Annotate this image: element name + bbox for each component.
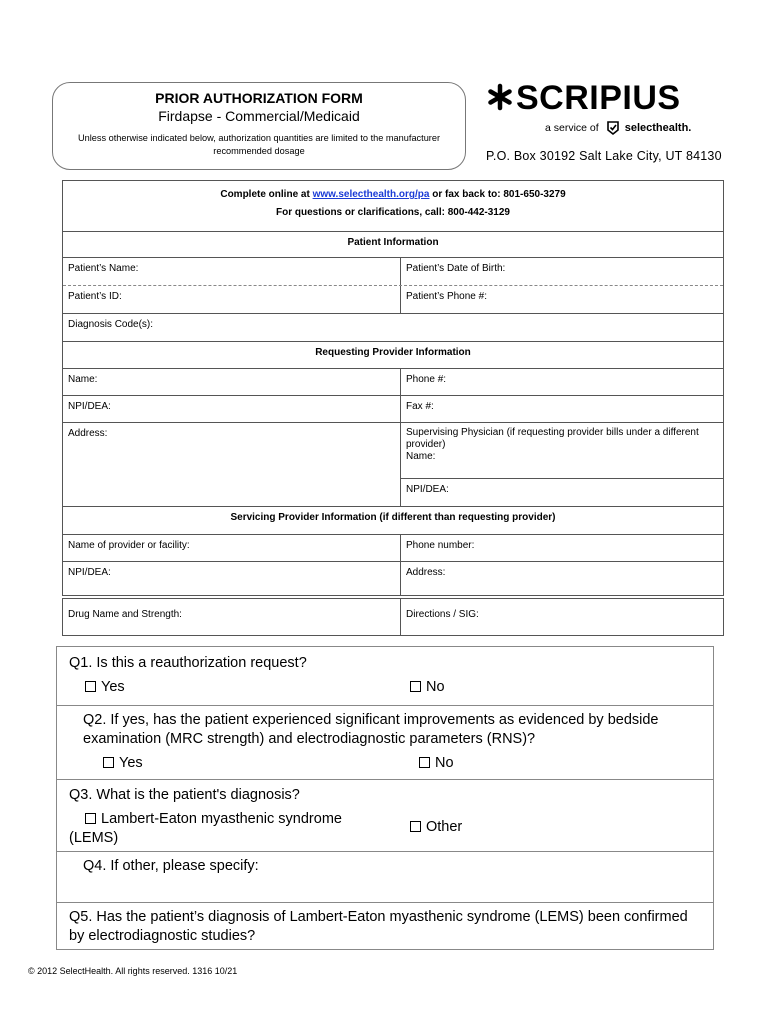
service-brand: selecthealth. [624,122,692,134]
dosage-note: Unless otherwise indicated below, authorization quantities are limited to the manufacturer recommended dosage [77,133,441,156]
patient-name-field[interactable]: Patient’s Name: [63,258,401,285]
contact-row [63,181,723,231]
q1-yes-checkbox[interactable] [85,681,96,692]
q4-text: Q4. If other, please specify: [83,858,259,874]
directions-field[interactable]: Directions / SIG: [406,609,479,620]
servicing-name-field[interactable]: Name of provider or facility: [63,535,401,561]
drug-name-field[interactable]: Drug Name and Strength: [63,599,401,635]
servicing-address-field[interactable]: Address: [406,567,446,578]
servicing-npi-field[interactable]: NPI/DEA: [63,562,401,596]
patient-phone-field[interactable]: Patient’s Phone #: [406,291,487,302]
requesting-heading-row [63,341,723,368]
patient-row-2 [63,285,723,313]
form-title: PRIOR AUTHORIZATION FORM [155,90,363,106]
q3-lems-option[interactable]: Lambert-Eaton myasthenic syndrome (LEMS) [69,811,342,846]
servicing-heading: Servicing Provider Information (if different than requesting provider) [230,512,556,523]
servicing-heading-row [63,506,723,534]
requesting-row-2 [63,395,723,422]
form-subtitle: Firdapse - Commercial/Medicaid [158,108,360,124]
q2-yes-checkbox[interactable] [103,757,114,768]
q2-no-option[interactable]: No [419,754,454,773]
service-of [545,120,691,136]
q2-text: Q2. If yes, has the patient experienced significant improvements as evidenced by bedside examination (MRC strength) and electrodiagnostic parameters (RNS)? [83,712,659,747]
q1-yes-option[interactable]: Yes [85,678,125,697]
q1-no-option[interactable]: No [410,678,445,697]
q2-yes-option[interactable]: Yes [103,754,143,773]
service-prefix: a service of [545,122,599,134]
requesting-fax-field[interactable]: Fax #: [406,401,434,412]
supervising-physician-label: Supervising Physician (if requesting provider bills under a different provider) [406,427,699,450]
q3-lems-checkbox[interactable] [85,813,96,824]
requesting-row-3 [63,422,723,506]
requesting-npi-field[interactable]: NPI/DEA: [63,396,401,422]
selecthealth-check-icon [605,120,621,136]
requesting-row-1 [63,368,723,395]
contact-line-1: Complete online at www.selecthealth.org/pa or fax back to: 801-650-3279 [220,189,566,200]
selecthealth-pa-link[interactable]: www.selecthealth.org/pa [312,189,430,200]
copyright-footer: © 2012 SelectHealth. All rights reserved. 1316 10/21 [28,966,238,976]
q2-no-checkbox[interactable] [419,757,430,768]
requesting-heading: Requesting Provider Information [315,347,471,358]
requesting-name-field[interactable]: Name: [63,369,401,395]
diagnosis-row [63,313,723,341]
diagnosis-code-field[interactable]: Diagnosis Code(s): [68,319,154,330]
supervising-name-field[interactable]: Name: [406,451,436,462]
info-grid [62,180,724,596]
asterisk-icon [486,83,514,111]
logo-text: SCRIPIUS [516,79,681,117]
drug-row [63,599,723,635]
scripius-logo [486,80,700,116]
form-title-box [52,82,466,170]
contact-line-2: For questions or clarifications, call: 800-442-3129 [276,207,510,218]
mailing-address: P.O. Box 30192 Salt Lake City, UT 84130 [486,149,722,163]
q3-other-option[interactable]: Other [410,818,462,837]
servicing-row-2 [63,561,723,596]
servicing-phone-field[interactable]: Phone number: [406,540,475,551]
patient-row-1 [63,257,723,285]
patient-heading: Patient Information [347,237,439,248]
q3-text: Q3. What is the patient's diagnosis? [69,787,300,803]
servicing-row-1 [63,534,723,561]
q1-no-checkbox[interactable] [410,681,421,692]
questions-box [56,646,714,950]
q3-other-checkbox[interactable] [410,821,421,832]
q1-text: Q1. Is this a reauthorization request? [69,655,307,671]
drug-grid [62,598,724,636]
q5-text: Q5. Has the patient’s diagnosis of Lambert-Eaton myasthenic syndrome (LEMS) been confirmed by electrodiagnostic studies? [69,909,688,944]
patient-id-field[interactable]: Patient’s ID: [63,286,401,313]
patient-heading-row [63,231,723,257]
requesting-address-field[interactable]: Address: [63,423,401,506]
requesting-phone-field[interactable]: Phone #: [406,374,447,385]
patient-dob-field[interactable]: Patient’s Date of Birth: [406,263,506,274]
supervising-npi-field[interactable]: NPI/DEA: [401,478,723,506]
